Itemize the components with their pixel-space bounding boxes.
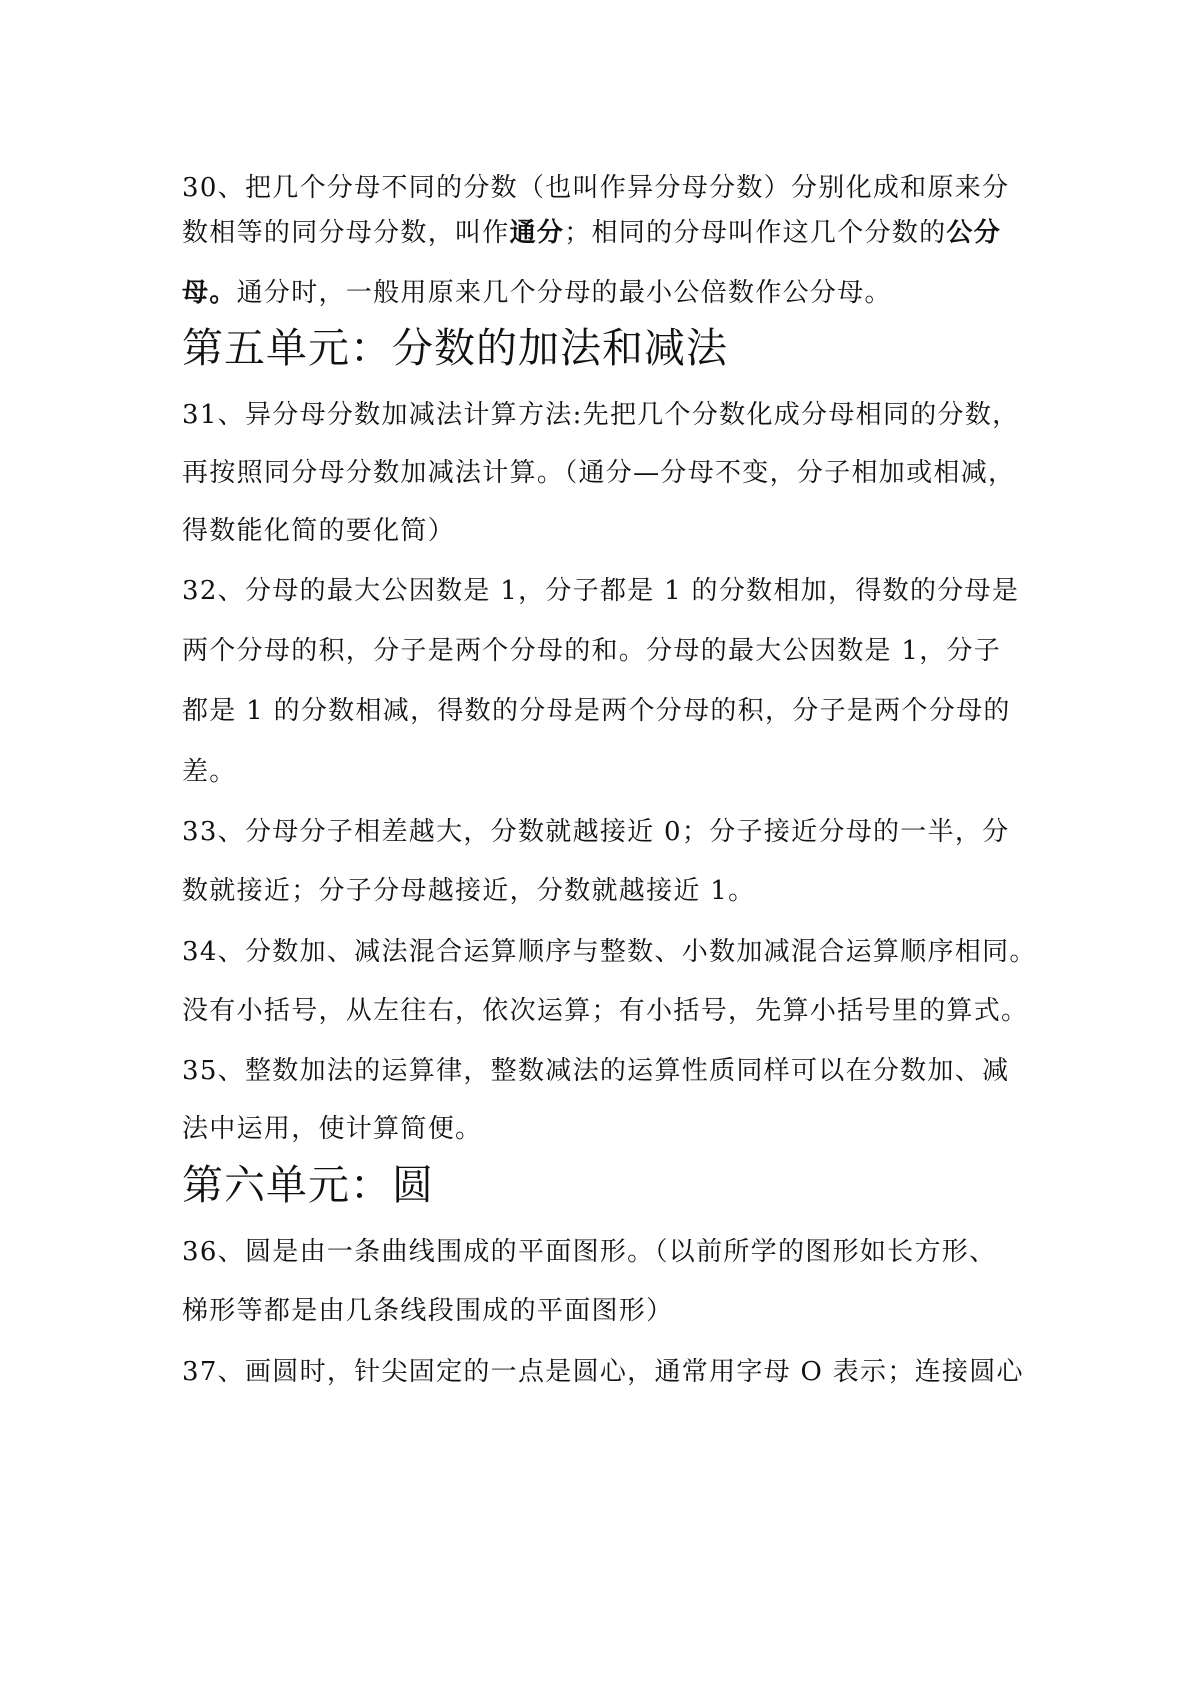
item-31-line-3: 得数能化简的要化简） — [182, 516, 456, 546]
item-30-line-2 — [182, 216, 1001, 250]
item-35-line-1: 35、整数加法的运算律，整数减法的运算性质同样可以在分数加、减 — [182, 1056, 1010, 1086]
item-30-text: ；相同的分母叫作这几个分数的 — [564, 218, 947, 248]
bold-period: 。 — [209, 278, 237, 308]
item-35-line-2: 法中运用，使计算简便。 — [182, 1114, 483, 1144]
item-30-line-3 — [182, 276, 892, 310]
item-34-line-2: 没有小括号，从左往右，依次运算；有小括号，先算小括号里的算式。 — [182, 996, 1029, 1026]
item-33-line-1: 33、分母分子相差越大，分数就越接近 0；分子接近分母的一半，分 — [182, 817, 1010, 847]
item-30-text: 数相等的同分母分数，叫作 — [182, 218, 510, 248]
item-37-line-1: 37、画圆时，针尖固定的一点是圆心，通常用字母 O 表示；连接圆心 — [182, 1357, 1024, 1387]
item-30-text: 通分时，一般用原来几个分母的最小公倍数作公分母。 — [236, 278, 892, 308]
item-34-line-1: 34、分数加、减法混合运算顺序与整数、小数加减混合运算顺序相同。 — [182, 937, 1037, 967]
item-36-line-1: 36、圆是由一条曲线围成的平面图形。（以前所学的图形如长方形、 — [182, 1237, 997, 1267]
term-gongfenmu-end: 母 — [182, 278, 210, 308]
item-31-line-2: 再按照同分母分数加减法计算。（通分—分母不变，分子相加或相减， — [182, 458, 1016, 488]
item-30-line-1: 30、把几个分母不同的分数（也叫作异分母分数）分别化成和原来分 — [182, 173, 1010, 203]
item-32-line-2: 两个分母的积，分子是两个分母的和。分母的最大公因数是 1，分子 — [182, 636, 1002, 666]
item-32-line-4: 差。 — [182, 757, 237, 787]
term-tongfen: 通分 — [509, 218, 565, 248]
item-32-line-3: 都是 1 的分数相减，得数的分母是两个分母的积，分子是两个分母的 — [182, 696, 1011, 726]
item-36-line-2: 梯形等都是由几条线段围成的平面图形） — [182, 1296, 674, 1326]
unit-6-heading: 第六单元：圆 — [182, 1161, 434, 1209]
item-33-line-2: 数就接近；分子分母越接近，分数就越接近 1。 — [182, 876, 756, 906]
item-32-line-1: 32、分母的最大公因数是 1，分子都是 1 的分数相加，得数的分母是 — [182, 576, 1020, 606]
unit-5-heading: 第五单元：分数的加法和减法 — [182, 324, 728, 372]
term-gongfenmu: 公分 — [946, 218, 1002, 248]
item-31-line-1: 31、异分母分数加减法计算方法:先把几个分数化成分母相同的分数， — [182, 400, 1020, 430]
